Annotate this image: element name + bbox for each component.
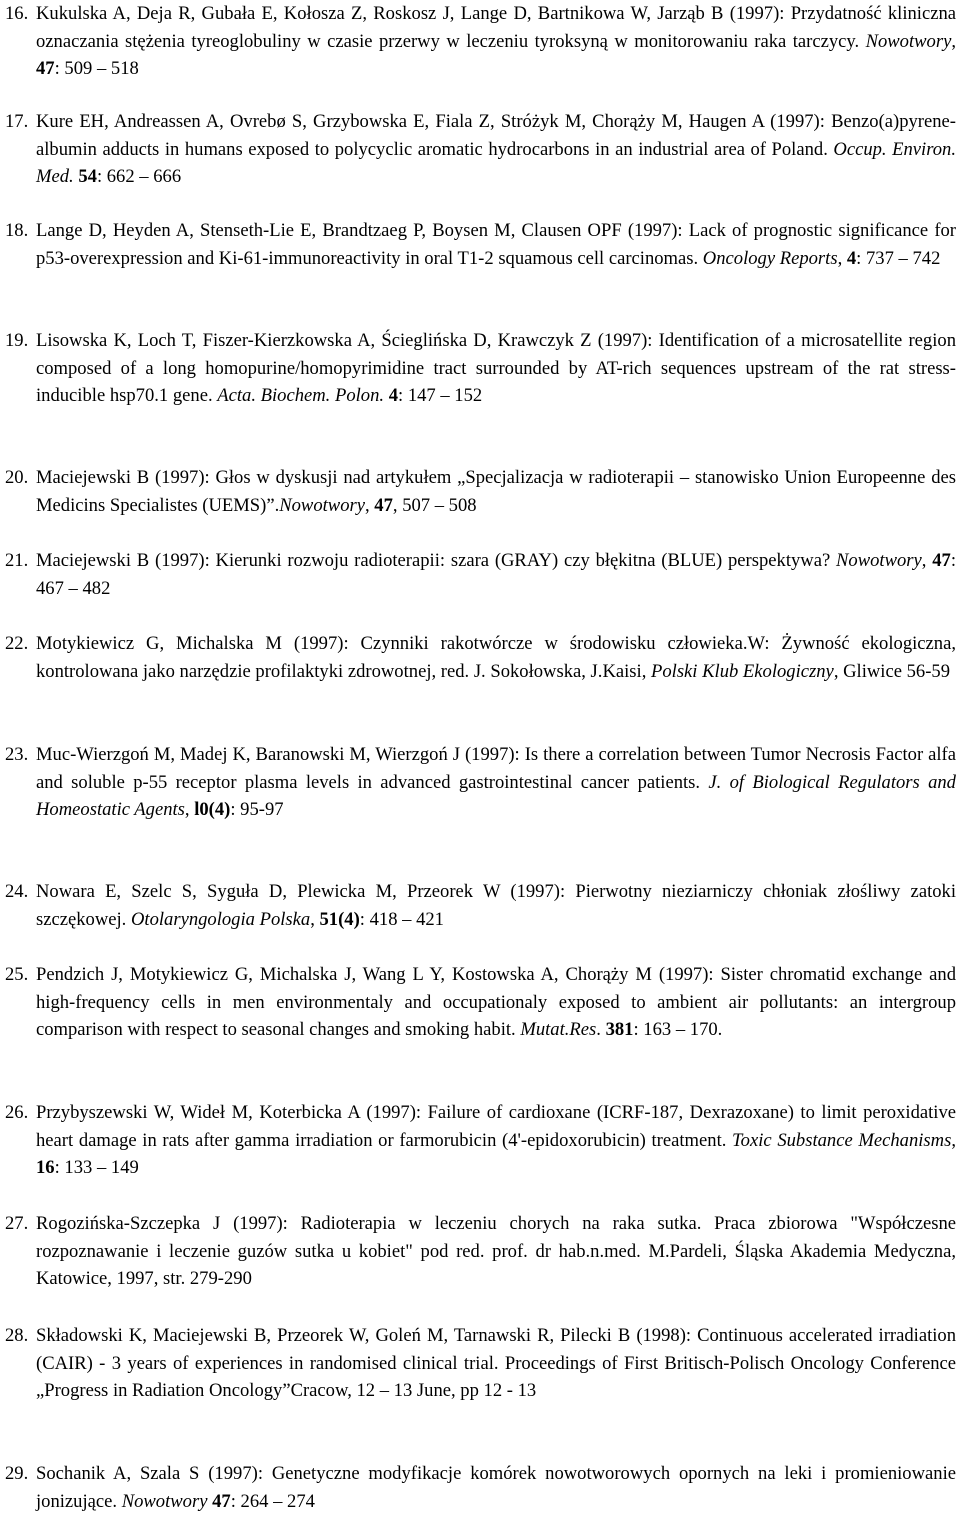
reference-text — [36, 741, 956, 824]
reference-text — [36, 1210, 956, 1293]
reference-entry — [0, 108, 960, 191]
page-range: : 509 – 518 — [54, 58, 139, 80]
volume-number: 47 — [374, 494, 393, 516]
reference-entry — [0, 630, 960, 685]
citation-text: Motykiewicz G, Michalska M (1997): Czynniki rakotwórcze w środowisku człowieka.W: Żywność ekologiczna, kontrolowana jako narzędzie profilaktyki zdrowotnej, red. J. Sokołowska, J.Kaisi, — [36, 633, 956, 682]
reference-entry — [0, 327, 960, 410]
journal-name: Nowotwory — [836, 550, 922, 571]
reference-entry — [0, 464, 960, 519]
journal-name: Nowotwory — [121, 1490, 208, 1512]
page-range: : 662 – 666 — [96, 166, 182, 188]
volume-number: 4 — [388, 385, 398, 407]
reference-text — [36, 108, 956, 191]
citation-text: Składowski K, Maciejewski B, Przeorek W, Goleń M, Tarnawski R, Pilecki B (1998): Continuous accelerated irradiation (CAIR) - 3 years of experiences in randomised clinical trial. Proceedings of First Britisch-Polisch Oncology Conference „Progress in Radiation Oncology”Cracow, 12 – 13 June, pp 12 - 13 — [36, 1325, 956, 1402]
reference-entry — [0, 878, 960, 933]
journal-name: Toxic Substance Mechanisms — [732, 1129, 952, 1151]
volume-number: 47 — [212, 1490, 231, 1512]
journal-name: Mutat.Res — [520, 1019, 597, 1041]
volume-number: 51(4) — [319, 908, 360, 930]
citation-text: Muc-Wierzgoń M, Madej K, Baranowski M, Wierzgoń J (1997): Is there a correlation between Tumor Necrosis Factor alfa and soluble p-55 receptor plasma levels in advanced gastrointestinal cancer patients. — [36, 744, 956, 793]
citation-text: Przybyszewski W, Wideł M, Koterbicka A (1997): Failure of cardioxane (ICRF-187, Dexrazoxane) to limit peroxidative heart damage in rats after gamma irradiation or farmorubicin (4'-epidoxorubicin) treatment. — [36, 1102, 956, 1151]
reference-text — [36, 1099, 956, 1182]
page-range: : 95-97 — [230, 799, 284, 821]
volume-number: 16 — [36, 1157, 55, 1179]
citation-text: Pendzich J, Motykiewicz G, Michalska J, Wang L Y, Kostowska A, Chorąży M (1997): Sister chromatid exchange and high-frequency cells in men environmentaly and occupationaly exposed to ambient air pollutants: an intergroup comparison with respect to seasonal changes and smoking habit. — [36, 964, 956, 1041]
reference-text — [36, 630, 956, 685]
citation-text: Lisowska K, Loch T, Fiszer-Kierzkowska A, Ścieglińska D, Krawczyk Z (1997): Identification of a microsatellite region composed of a long homopurine/homopyrimidine tract surrounded by AT-rich sequences upstream of the rat stress-inducible hsp70.1 gene. — [36, 330, 956, 407]
reference-entry — [0, 741, 960, 824]
page-range: : 264 – 274 — [230, 1490, 315, 1512]
citation-text: Lange D, Heyden A, Stenseth-Lie E, Brandtzaeg P, Boysen M, Clausen OPF (1997): Lack of prognostic significance for p53-overexpression and Ki-61-immunoreactivity in oral T1-2 squamous cell carcinomas. — [36, 220, 956, 269]
volume-number: 381 — [605, 1019, 634, 1041]
citation-text: , — [837, 247, 847, 269]
page-range: : 133 – 149 — [54, 1157, 139, 1179]
reference-number: 19. — [5, 330, 29, 351]
page-range: : 418 – 421 — [359, 908, 444, 930]
citation-text: , — [184, 799, 195, 821]
citation-text: , — [951, 1129, 956, 1151]
reference-text — [36, 1322, 956, 1405]
reference-text — [36, 961, 956, 1044]
reference-text — [36, 1460, 956, 1515]
citation-text: , Gliwice 56-59 — [833, 660, 950, 682]
page-range: : 147 – 152 — [398, 385, 483, 407]
reference-entry — [0, 1099, 960, 1182]
reference-text — [36, 217, 956, 272]
reference-number: 23. — [5, 744, 29, 765]
volume-number: 54 — [78, 166, 97, 188]
citation-text: Rogozińska-Szczepka J (1997): Radioterapia w leczeniu chorych na raka sutka. Praca zbiorowa "Współczesne rozpoznawanie i leczenie guzów sutka u kobiet" pod red. prof. dr hab.n.med. M.Pardeli, Śląska Akademia Medyczna, Katowice, 1997, str. 279-290 — [36, 1213, 956, 1290]
citation-text: , — [951, 30, 956, 52]
reference-number: 24. — [5, 881, 29, 902]
citation-text: , — [365, 494, 375, 516]
volume-number: 47 — [36, 58, 55, 80]
reference-number: 27. — [5, 1213, 29, 1234]
citation-text: . — [596, 1019, 606, 1041]
citation-text: Maciejewski B (1997): Głos w dyskusji nad artykułem „Specjalizacja w radioterapii – stanowisko Union Europeenne des Medicins Specialistes (UEMS)”. — [36, 467, 956, 516]
reference-number: 26. — [5, 1102, 29, 1123]
reference-entry — [0, 961, 960, 1044]
reference-number: 25. — [5, 964, 29, 985]
reference-text — [36, 878, 956, 933]
journal-name: Acta. Biochem. Polon. — [217, 385, 385, 407]
reference-entry — [0, 217, 960, 272]
page-range: : 467 – 482 — [36, 550, 957, 599]
reference-entry — [0, 1210, 960, 1293]
reference-number: 28. — [5, 1325, 29, 1346]
reference-entry — [0, 1460, 960, 1515]
journal-name: Occup. Environ. Med. — [36, 138, 956, 188]
journal-name: Nowotwory — [279, 494, 365, 516]
citation-text: Nowara E, Szelc S, Syguła D, Plewicka M, Przeorek W (1997): Pierwotny nieziarniczy chłoniak złośliwy zatoki szczękowej. — [36, 881, 956, 930]
reference-entry — [0, 547, 960, 602]
journal-name: Otolaryngologia Polska — [130, 908, 311, 930]
publisher-name: Polski Klub Ekologiczny — [651, 660, 834, 682]
journal-name: Nowotwory — [865, 30, 952, 52]
reference-entry — [0, 0, 960, 83]
citation-text: Maciejewski B (1997): Kierunki rozwoju radioterapii: szara (GRAY) czy błękitna (BLUE) perspektywa? — [36, 550, 837, 571]
reference-text — [36, 464, 956, 519]
citation-text: Kure EH, Andreassen A, Ovrebø S, Grzybowska E, Fiala Z, Stróżyk M, Chorąży M, Haugen A (1997): Benzo(a)pyrene-albumin adducts in humans exposed to polycyclic aromatic hydrocarbons in an industrial area of Poland. — [36, 111, 956, 160]
journal-name: Oncology Reports — [702, 247, 838, 269]
page-range: : 163 – 170. — [633, 1019, 723, 1041]
reference-number: 20. — [5, 467, 29, 488]
volume-number: 4 — [846, 247, 857, 269]
volume-number: l0(4) — [194, 799, 231, 821]
citation-text: , — [310, 908, 320, 930]
reference-number: 17. — [5, 111, 29, 132]
reference-number: 21. — [5, 550, 29, 571]
page-range: , 507 – 508 — [392, 494, 477, 516]
reference-number: 16. — [5, 3, 29, 24]
reference-text — [36, 0, 956, 83]
reference-number: 22. — [5, 633, 29, 654]
reference-entry — [0, 1322, 960, 1405]
citation-text: Sochanik A, Szala S (1997): Genetyczne modyfikacje komórek nowotworowych opornych na leki i promieniowanie jonizujące. — [36, 1463, 956, 1512]
citation-text: , — [921, 550, 933, 571]
page-range: : 737 – 742 — [856, 247, 941, 269]
reference-number: 18. — [5, 220, 29, 241]
reference-text — [36, 327, 956, 410]
reference-number: 29. — [5, 1463, 29, 1484]
volume-number: 47 — [932, 550, 951, 571]
reference-text — [36, 547, 956, 602]
citation-text: Kukulska A, Deja R, Gubała E, Kołosza Z, Roskosz J, Lange D, Bartnikowa W, Jarząb B (1997): Przydatność kliniczna oznaczania stężenia tyreoglobuliny w czasie przerwy w leczeniu tyroksyną w monitorowaniu raka tarczycy. — [36, 3, 956, 52]
journal-name: J. of Biological Regulators and Homeostatic Agents — [36, 771, 956, 821]
